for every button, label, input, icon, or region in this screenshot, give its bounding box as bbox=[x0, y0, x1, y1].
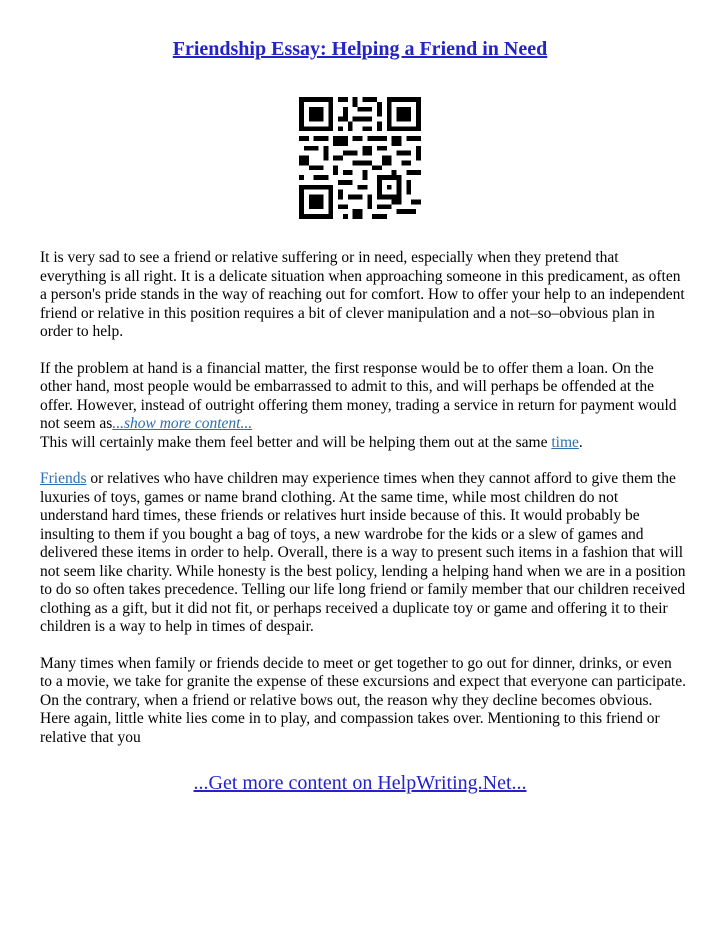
paragraph-2 bbox=[40, 360, 686, 453]
cta-container bbox=[0, 772, 720, 795]
paragraph-4: Many times when family or friends decide to meet or get together to go out for dinner, drinks, or even to a movie, we take for granite the expense of these excursions and expect that everyone can participate. On the contrary, when a friend or relative bows out, the reason why they decline becomes obvious. Here again, little white lies come in to play, and compassion takes over. Mentioning to this friend or relative that you bbox=[40, 654, 686, 746]
paragraph-3-text: or relatives who have children may experience times when they cannot afford to give them the luxuries of toys, games or name brand clothing. At the same time, while most children do not understand hard times, these friends or relatives hurt inside because of this. It would probably be insulting to them if you bought a bag of toys, a new wardrobe for the kids or a slew of games and delivered these items in order to help. Overall, there is a way to present such items in a fashion that will not seem like charity. While honesty is the best policy, lending a helping hand when we are in a position to do so often takes precedence. Telling our life long friend or family member that our children received clothing as a gift, but it did not fit, or perhaps received a duplicate toy or game and offering it to their children is a way to help in times of despair. bbox=[40, 470, 686, 635]
paragraph-1: It is very sad to see a friend or relative suffering or in need, especially when they pretend that everything is all right. It is a delicate situation when approaching someone in this predicament, as often a person's pride stands in the way of reaching out for comfort. How to offer your help to an independent friend or relative in this position requires a bit of clever manipulation and a not–so–obvious plan in order to help. bbox=[40, 249, 685, 340]
time-link[interactable]: time bbox=[551, 433, 579, 451]
title-link[interactable]: Friendship Essay: Helping a Friend in Need bbox=[172, 38, 548, 60]
show-more-link[interactable]: ...show more content... bbox=[112, 415, 253, 432]
paragraph-2-after: This will certainly make them feel better and will be helping them out at the same bbox=[40, 433, 552, 451]
essay-body bbox=[40, 249, 686, 765]
friends-link[interactable]: Friends bbox=[40, 470, 87, 487]
paragraph-2-end: . bbox=[578, 433, 583, 451]
get-more-content-link[interactable]: ...Get more content on HelpWriting.Net... bbox=[193, 772, 527, 794]
paragraph-2-text: If the problem at hand is a financial matter, the first response would be to offer them a loan. On the other hand, most people would be embarrassed to admit to this, and will perhaps be offended at the offer. However, instead of outright offering them money, trading a service in return for payment would not seem as bbox=[40, 359, 677, 432]
paragraph-3 bbox=[40, 470, 686, 637]
page-title bbox=[0, 38, 720, 61]
qr-code-icon bbox=[299, 97, 421, 219]
